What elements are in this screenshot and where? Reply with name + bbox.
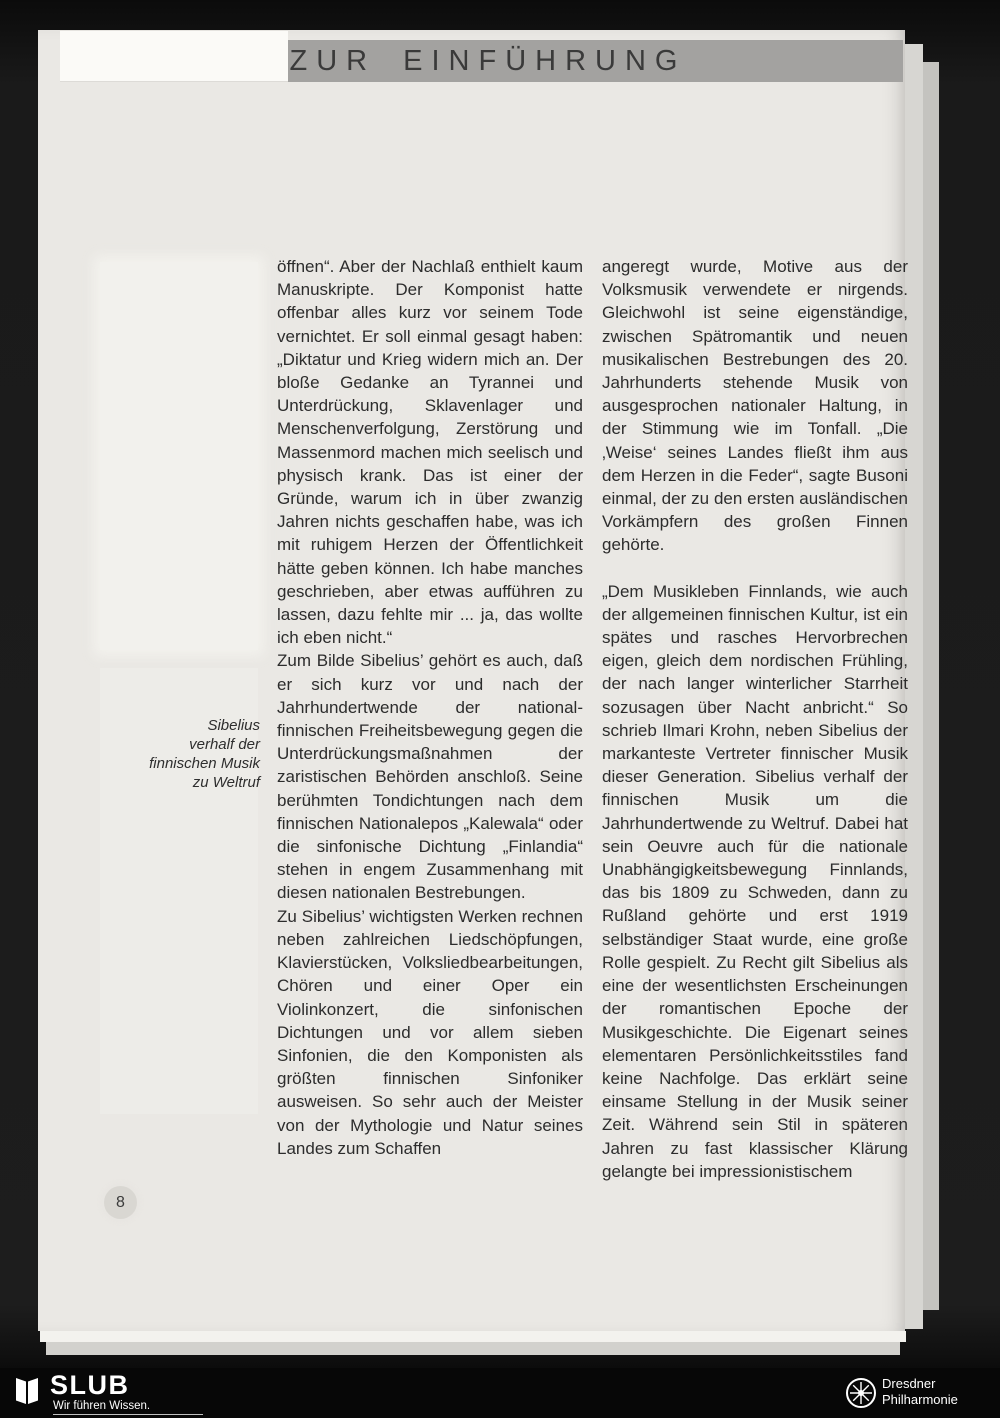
slub-tagline: Wir führen Wissen. [53, 1400, 151, 1412]
page-number-badge [104, 1186, 137, 1219]
margin-caption [118, 716, 260, 792]
paragraph: Zum Bilde Sibelius’ gehört es auch, daß er sich kurz vor und nach der Jahrhundertwende der national-finnischen Freiheitsbewegung gegen die Unterdrückungsmaßnahmen der zaristischen Behörden anschloß. Seine berühmten Tondichtungen nach dem finnischen Nationalepos „Kalewala“ oder die sinfonische Dichtung „Finlandia“ stehen in engem Zusammenhang mit diesen nationalen Bestrebungen. [277, 651, 583, 903]
paragraph: Zu Sibelius’ wichtigsten Werken rechnen neben zahlreichen Liedschöpfungen, Klavierstücken, Volksliedbearbeitungen, Chören und einer Oper ein Violinkonzert, die sinfonischen Dichtungen und vor allem sieben Sinfonien, die den Komponisten als größten finnischen Sinfoniker ausweisen. So sehr auch der Meister von der Mythologie und Natur seines Landes zum Schaffen [277, 906, 583, 1158]
text-column-right [602, 255, 908, 1183]
bleedthrough-artifact [100, 262, 258, 650]
philharmonie-logo[interactable] [845, 1377, 877, 1414]
margin-caption-line: finnischen Musik [149, 755, 260, 772]
margin-caption-line: zu Weltruf [192, 774, 260, 791]
paragraph: „Dem Musikleben Finnlands, wie auch der allgemeinen finnischen Kultur, ist ein spätes und rasches Hervorbrechen eigen, gleich dem nordischen Frühling, der nach langer winterlicher Starrheit sozusagen über Nacht anbricht.“ So schrieb Ilmari Krohn, neben Sibelius der markanteste Vertreter finnischer Musik dieser Generation. Sibelius verhalf der finnischen Musik um die Jahrhundertwende zu Weltruf. Dabei hat sein Oeuvre auch für die nationale Unabhängigkeitsbewegung Finnlands, das bis 1809 zu Schweden, dann zu Rußland gehörte und erst 1919 selbständiger Staat wurde, eine große Rolle gespielt. Zu Recht gilt Sibelius als eine der wesentlichsten Erscheinungen der romantischen Epoche der Musikgeschichte. Die Eigenart seines elementaren Persönlichkeitsstiles fand keine Nachfolge. Das erklärt seine einsame Stellung in der Musik seiner Zeit. Während sein Stil in späteren Jahren zu fast klassischer Klärung gelangte bei impressionistischem [602, 581, 908, 1181]
philharmonie-line1: Dresdner [882, 1376, 936, 1391]
paragraph: öffnen“. Aber der Nachlaß enthielt kaum Manuskripte. Der Komponist hatte offenbar alles kurz vor seinem Tode vernichtet. Er soll einmal gesagt haben: „Diktatur und Krieg widern mich an. Der bloße Gedanke an Tyrannei und Unterdrückung, Sklavenlager und Menschenverfolgung, Zerstörung und Massenmord machen mich seelisch und physisch krank. Das ist einer der Gründe, warum ich in über zwanzig Jahren nichts geschaffen habe, was ich mit ruhigem Herzen der Öffentlichkeit hätte geben können. Ich habe manches geschrieben, aber etwas aufführen zu lassen, dazu fehlte mir ... ja, das wollte ich eben nicht.“ [277, 257, 583, 648]
slub-logo[interactable] [14, 1374, 40, 1413]
page-edge [46, 1342, 900, 1355]
margin-caption-line: verhalf der [189, 736, 260, 753]
overlapping-page-corner [60, 31, 288, 82]
viewer-footer [0, 1368, 1000, 1418]
page-number: 8 [116, 1193, 125, 1211]
page-edge [923, 62, 939, 1310]
slub-wordmark[interactable]: SLUB [50, 1370, 130, 1400]
radial-emblem-icon [845, 1396, 877, 1413]
philharmonie-wordmark [882, 1376, 958, 1408]
footer-divider [53, 1414, 203, 1415]
open-book-icon [14, 1374, 40, 1413]
paragraph: angeregt wurde, Motive aus der Volksmusik verwendete er nirgends. Gleichwohl ist seine eigenständige, zwischen Spätromantik und neuen musikalischen Bestrebungen des 20. Jahrhunderts stehende Musik von ausgesprochen nationaler Haltung, in der Stimmung wie im Tonfall. „Die ‚Weise‘ seines Landes fließt ihm aus dem Herzen in die Feder“, sagte Busoni einmal, der zu den ersten ausländischen Vorkämpfern des großen Finnen gehörte. [602, 257, 908, 555]
section-title: ZUR EINFÜHRUNG [289, 44, 687, 77]
philharmonie-line2: Philharmonie [882, 1392, 958, 1407]
page-edge [40, 1331, 906, 1342]
margin-caption-line: Sibelius [207, 717, 260, 734]
text-column-left [277, 255, 583, 1160]
